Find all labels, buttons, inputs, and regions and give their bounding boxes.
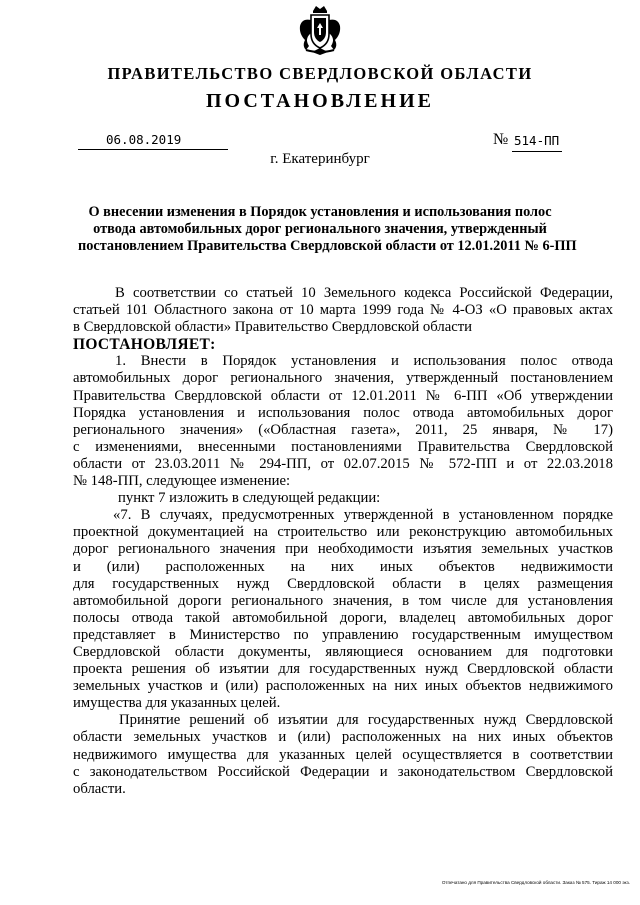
- date-underline: [78, 149, 228, 150]
- final-paragraph-line: области.: [73, 780, 126, 797]
- title-line: постановлением Правительства Свердловской области от 12.01.2011 № 6-ПП: [78, 238, 577, 254]
- document-city: г. Екатеринбург: [270, 151, 370, 167]
- item1-line: с изменениями, внесенными постановлениями Правительства Свердловской: [73, 438, 613, 455]
- document-body: [73, 285, 613, 798]
- final-paragraph-line: области земельных участков и (или) расположенных на них иных объектов: [73, 729, 613, 746]
- item1-line: автомобильных дорог регионального значения, утвержденный постановлением: [73, 370, 613, 387]
- point7-line: и (или) расположенных на них иных объектов недвижимости: [73, 558, 613, 575]
- item1-line: 1. Внести в Порядок установления и использования полос отвода: [115, 353, 613, 370]
- point7-line: для государственных нужд Свердловской области в целях размещения: [73, 575, 613, 592]
- point7-line: земельных участков и (или) расположенных на них иных объектов недвижимого: [73, 678, 613, 695]
- point7-line: проектной документацией на строительство или реконструкцию автомобильных: [73, 524, 613, 541]
- preamble-line: статьей 101 Областного закона от 10 марта 1999 года № 4-ОЗ «О правовых актах: [73, 302, 613, 319]
- preamble-line: в Свердловской области» Правительство Свердловской области: [73, 319, 473, 336]
- point7-line: дорог регионального значения при необходимости изъятия земельных участков: [73, 541, 613, 558]
- point7-line: Свердловской области документы, являющиеся основанием для подготовки: [73, 643, 613, 660]
- coat-of-arms-icon: [297, 4, 343, 56]
- document-number: 514-ПП: [514, 133, 560, 148]
- point7-line: автомобильной дороги регионального значения, в том числе для установления: [73, 592, 613, 609]
- item1-line: Правительства Свердловской области от 12.01.2011 № 6-ПП «Об утверждении: [73, 387, 613, 404]
- document-title: [78, 204, 577, 255]
- point7-line: «7. В случаях, предусмотренных утвержденной в установленном порядке: [113, 507, 613, 524]
- final-paragraph-line: Принятие решений об изъятии для государственных нужд Свердловской: [119, 712, 613, 729]
- number-sign: №: [493, 131, 509, 148]
- point7-line: имущества для указанных целей.: [73, 695, 281, 712]
- item1-instruction: пункт 7 изложить в следующей редакции:: [118, 490, 381, 507]
- point7-line: полосы отвода такой автомобильной дороги, владелец автомобильных дорог: [73, 609, 613, 626]
- final-paragraph-line: недвижимого имущества для указанных целей осуществляется в соответствии: [73, 746, 613, 763]
- item1-line: регионального значения» («Областная газета», 2011, 25 января, № 17): [73, 421, 613, 438]
- resolves-heading: ПОСТАНОВЛЯЕТ:: [73, 336, 216, 354]
- item1-line: области от 23.03.2011 № 294-ПП, от 02.07.2015 № 572-ПП и от 22.03.2018: [73, 455, 613, 472]
- title-line: О внесении изменения в Порядок установления и использования полос: [88, 204, 552, 220]
- document-type: ПОСТАНОВЛЕНИЕ: [206, 90, 434, 112]
- preamble-line: В соответствии со статьей 10 Земельного кодекса Российской Федерации,: [115, 285, 613, 301]
- title-line: отвода автомобильных дорог регионального значения, утвержденный: [93, 221, 547, 237]
- final-paragraph-line: с законодательством Российской Федерации и законодательством Свердловской: [73, 763, 613, 780]
- print-footnote: Отпечатано для Правительства Свердловской области. Заказ № 575. Тираж 14 000 экз.: [441, 880, 630, 885]
- point7-line: проекта решения об изъятии для государственных нужд Свердловской области: [73, 661, 613, 678]
- government-name: ПРАВИТЕЛЬСТВО СВЕРДЛОВСКОЙ ОБЛАСТИ: [107, 64, 533, 83]
- point7-line: представляет в Министерство по управлению государственным имуществом: [73, 626, 613, 643]
- document-date: 06.08.2019: [106, 132, 182, 147]
- item1-line: № 148-ПП, следующее изменение:: [73, 473, 291, 490]
- item1-line: Порядка установления и использования полос отвода автомобильных дорог: [73, 404, 613, 421]
